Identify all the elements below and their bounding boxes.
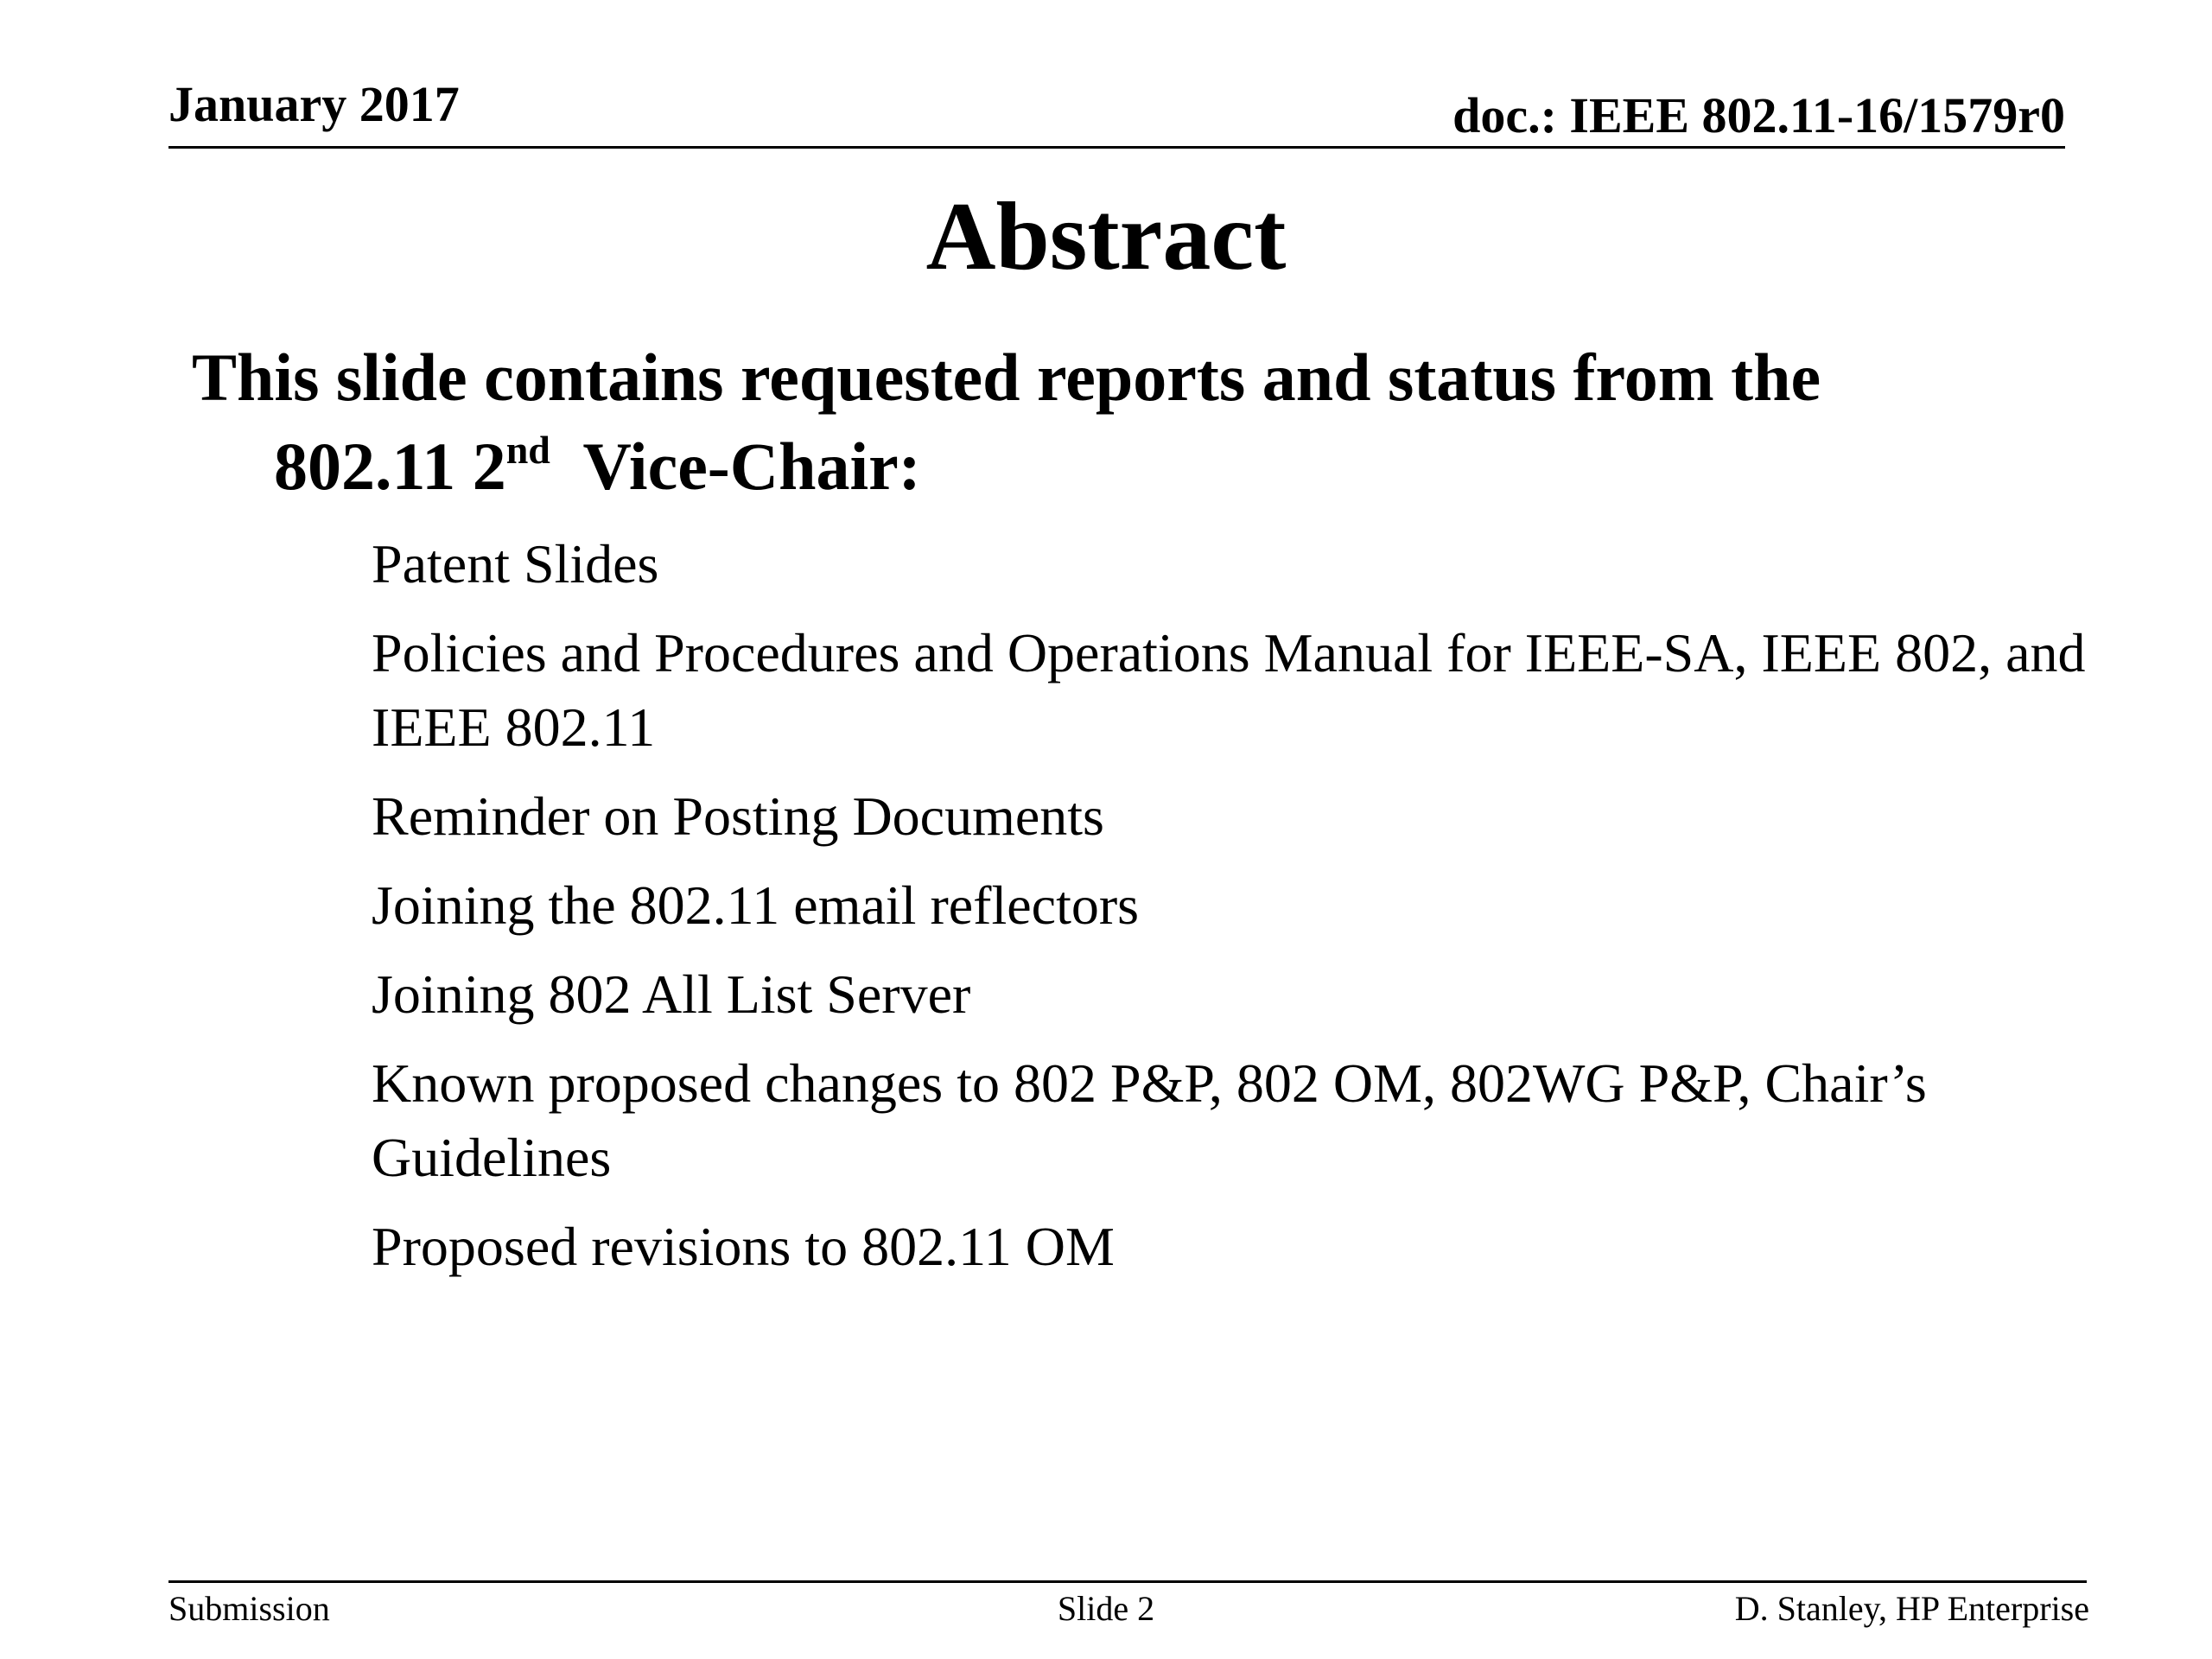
slide-title: Abstract — [925, 183, 1287, 290]
lead-line-2 — [192, 422, 2093, 511]
header-doc-id: doc.: IEEE 802.11-16/1579r0 — [1452, 87, 2065, 143]
footer-submission: Submission — [168, 1589, 330, 1628]
header-divider — [168, 146, 2065, 149]
list-item: Joining the 802.11 email reflectors — [372, 874, 1140, 936]
list-item: Policies and Procedures and Operations Manual for IEEE-SA, IEEE 802, and IEEE 802.11 — [372, 622, 2086, 758]
header-date: January 2017 — [168, 76, 460, 132]
lead-line-2-suffix: Vice-Chair: — [550, 429, 921, 504]
agenda-list — [372, 527, 2117, 1299]
lead-line-2-prefix: 802.11 2 — [274, 429, 506, 504]
footer-author: D. Stanley, HP Enterprise — [1734, 1589, 2089, 1628]
list-item: Known proposed changes to 802 P&P, 802 OM, 802WG P&P, Chair’s Guidelines — [372, 1052, 1927, 1188]
lead-paragraph — [192, 333, 2093, 511]
lead-superscript: nd — [505, 428, 550, 472]
list-item: Reminder on Posting Documents — [372, 785, 1104, 847]
list-item: Joining 802 All List Server — [372, 963, 971, 1025]
list-item: Proposed revisions to 802.11 OM — [372, 1216, 1115, 1277]
list-item: Patent Slides — [372, 533, 659, 594]
footer-divider — [168, 1580, 2087, 1583]
lead-line-1: This slide contains requested reports and status from the — [192, 340, 1821, 415]
footer-slide-number: Slide 2 — [1057, 1589, 1155, 1628]
